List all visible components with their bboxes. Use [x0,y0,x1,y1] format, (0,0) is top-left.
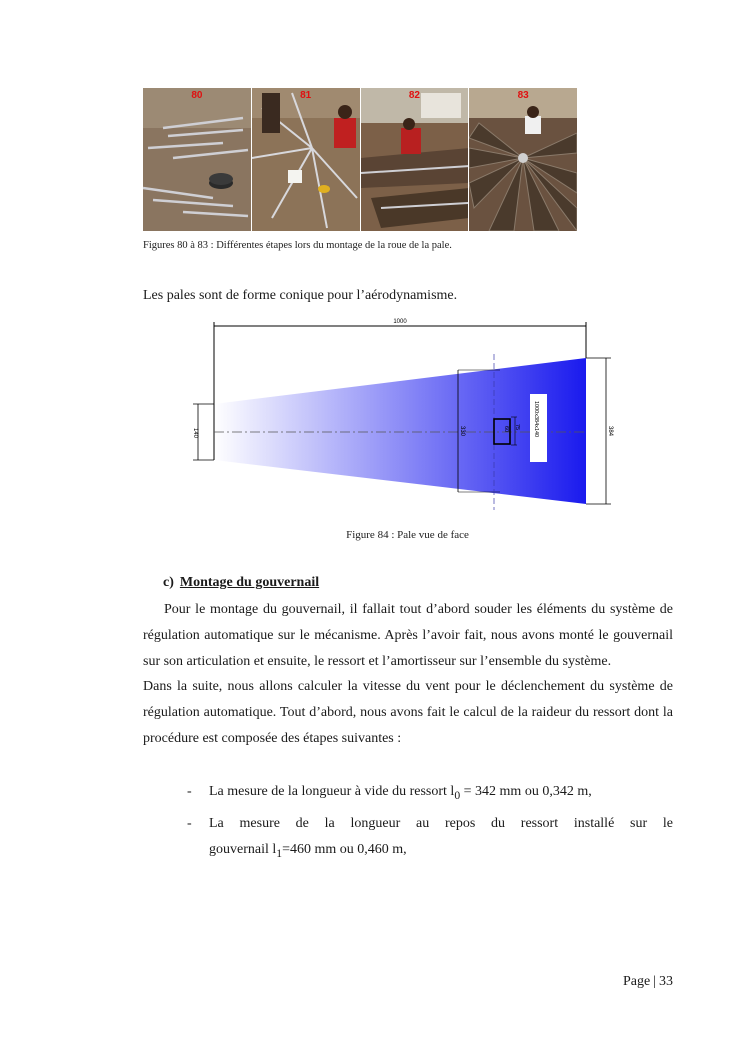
bullet-line-1: La mesure de la longueur au repos du ressort installé sur le [209,815,673,831]
photo-82-image [361,88,469,231]
bullet-dash: - [187,784,192,799]
photo-80 [143,88,251,231]
section-letter: c) [163,575,174,590]
figure-80-83-caption: Figures 80 à 83 : Différentes étapes lors du montage de la roue de la pale. [143,240,452,251]
section-heading [163,575,319,591]
photo-83-image [469,88,577,231]
small-end-dimension-label: 140 [192,428,198,439]
body-text [143,597,673,752]
bullet-dash: - [187,815,192,831]
section-title: Montage du gouvernail [179,575,320,590]
list-item [143,811,673,867]
photo-80-image [143,88,251,231]
paragraph-2: Dans la suite, nous allons calculer la vitesse du vent pour le déclenchement du système de régulation automatique. Tout d’abord, nous avons fait le calcul de la raideur du ressort dont la procédure est composée des étapes suivantes : [143,679,673,746]
bullet-subscript: 1 [276,846,283,860]
bullet-text-before: La mesure de la longueur à vide du ressort l [209,784,455,799]
bullet-text-after: = 342 mm ou 0,342 m, [460,784,592,799]
slot-dimension-2-label: 60 [503,426,509,433]
part-label-text: 1000x384x140 [533,401,539,438]
slot-dimension-1-label: 75 [514,424,520,431]
page-footer [623,974,673,990]
photo-number: 82 [408,90,420,101]
photo-number: 83 [517,90,529,101]
page-separator: | [653,974,656,989]
bullet-list [143,778,673,867]
length-dimension-label: 1000 [393,319,407,325]
photo-strip [143,88,577,231]
photo-81-image [252,88,360,231]
bullet-line-2-after: =460 mm ou 0,460 m, [282,841,407,857]
page-label: Page [622,974,651,989]
photo-number: 80 [191,90,203,101]
intro-sentence: Les pales sont de forme conique pour l’aérodynamisme. [143,288,458,303]
list-item [143,778,673,810]
mid-dimension-label: 330 [459,426,465,437]
bullet-subscript: 0 [454,788,461,802]
blade-front-view-drawing [185,314,625,514]
figure-84-caption: Figure 84 : Pale vue de face [346,529,469,541]
large-end-dimension-label: 384 [607,426,613,437]
photo-82 [361,88,469,231]
page-number: 33 [659,974,673,989]
photo-number: 81 [300,90,312,101]
paragraph-1: Pour le montage du gouvernail, il fallait tout d’abord souder les éléments du système de régulation automatique sur le mécanisme. Après l’avoir fait, nous avons monté le gouvernail sur son articulation et ensuite, le ressort et l’amortisseur sur l’ensemble du système. [143,602,673,669]
photo-83 [469,88,577,231]
photo-81 [252,88,360,231]
bullet-line-2-before: gouvernail l [209,841,277,857]
